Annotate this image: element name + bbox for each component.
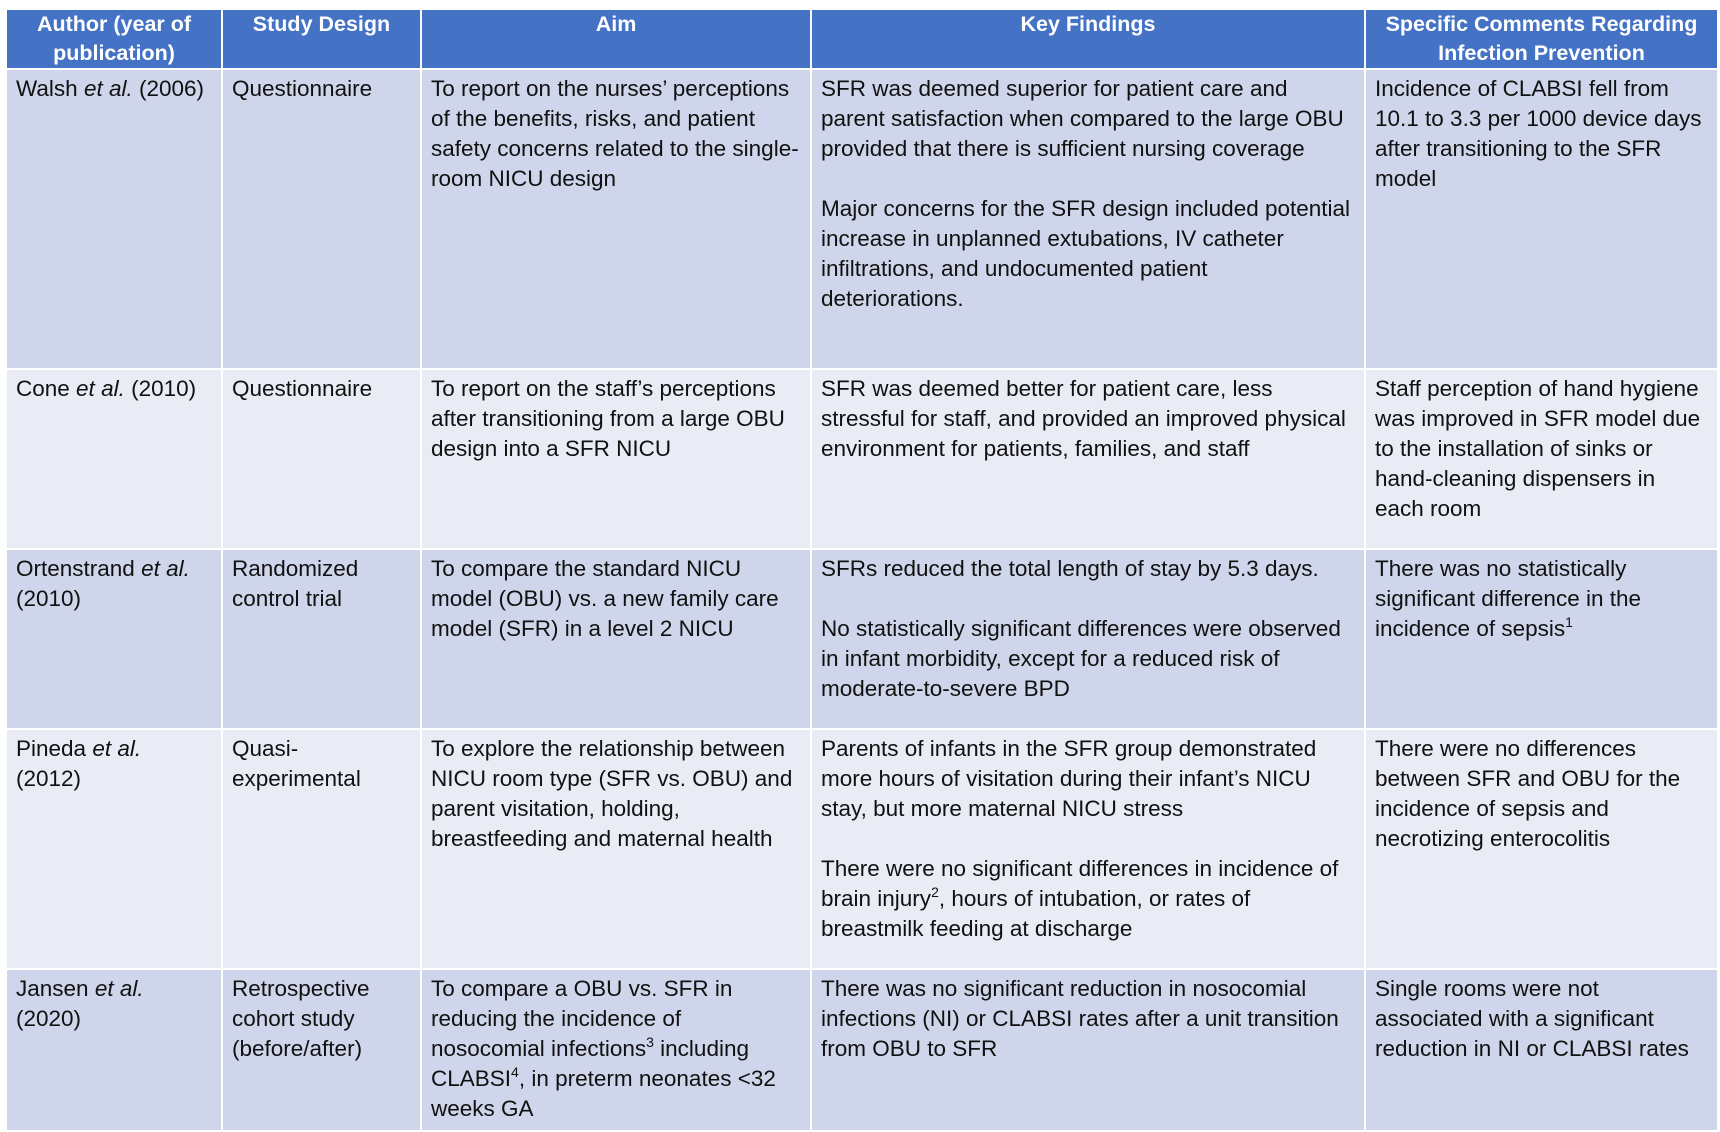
comments-cell: There were no differences between SFR and OBU for the incidence of sepsis and necrotizing enterocolitis xyxy=(1365,729,1718,969)
findings-cell xyxy=(811,549,1365,729)
footnote-marker: 4 xyxy=(511,1064,519,1080)
header-row xyxy=(6,9,1718,69)
findings-cell: SFR was deemed better for patient care, less stressful for staff, and provided an improved physical environment for patients, families, and staff xyxy=(811,369,1365,549)
findings-cell xyxy=(811,69,1365,369)
aim-cell: To explore the relationship between NICU room type (SFR vs. OBU) and parent visitation, holding, breastfeeding and maternal health xyxy=(421,729,811,969)
finding-paragraph: SFRs reduced the total length of stay by 5.3 days. xyxy=(821,556,1319,581)
finding-paragraph: There were no significant differences in incidence of brain injury$^2$, hours of intubation, or rates of breastmilk feeding at discharge xyxy=(821,856,1339,941)
footnote-marker: 3 xyxy=(646,1034,654,1050)
finding-paragraph: Major concerns for the SFR design included potential increase in unplanned extubations, IV catheter infiltrations, and undocumented patient deteriorations. xyxy=(821,196,1351,311)
aim-cell: To compare a OBU vs. SFR in reducing the incidence of nosocomial infections$^3$ including CLABSI$^4$, in preterm neonates <32 weeks GA xyxy=(421,969,811,1131)
header-key-findings: Key Findings xyxy=(811,9,1365,69)
comments-cell: Incidence of CLABSI fell from 10.1 to 3.3 per 1000 device days after transitioning to the SFR model xyxy=(1365,69,1718,369)
header-infection-comments: Specific Comments Regarding Infection Prevention xyxy=(1365,9,1718,69)
header-aim: Aim xyxy=(421,9,811,69)
literature-table xyxy=(5,8,1719,1132)
comments-cell: Staff perception of hand hygiene was improved in SFR model due to the installation of sinks or hand-cleaning dispensers in each room xyxy=(1365,369,1718,549)
comments-cell: Single rooms were not associated with a significant reduction in NI or CLABSI rates xyxy=(1365,969,1718,1131)
table-row xyxy=(6,969,1718,1131)
header-study-design: Study Design xyxy=(222,9,421,69)
table-row xyxy=(6,729,1718,969)
design-cell: Questionnaire xyxy=(222,369,421,549)
design-cell: Questionnaire xyxy=(222,69,421,369)
finding-paragraph: Parents of infants in the SFR group demonstrated more hours of visitation during their infant’s NICU stay, but more maternal NICU stress xyxy=(821,736,1317,821)
design-cell: Retrospective cohort study (before/after) xyxy=(222,969,421,1131)
aim-cell: To report on the staff’s perceptions after transitioning from a large OBU design into a SFR NICU xyxy=(421,369,811,549)
finding-paragraph: SFR was deemed superior for patient care and parent satisfaction when compared to the large OBU provided that there is sufficient nursing coverage xyxy=(821,76,1344,161)
comments-cell: There was no statistically significant difference in the incidence of sepsis$^1$ xyxy=(1365,549,1718,729)
table-row xyxy=(6,549,1718,729)
author-cell: Walsh et al. (2006) xyxy=(6,69,222,369)
header-author: Author (year of publication) xyxy=(6,9,222,69)
footnote-marker: 2 xyxy=(931,884,939,900)
author-cell: Jansen et al. (2020) xyxy=(6,969,222,1131)
author-cell: Ortenstrand et al. (2010) xyxy=(6,549,222,729)
author-cell: Pineda et al. (2012) xyxy=(6,729,222,969)
aim-cell: To compare the standard NICU model (OBU) vs. a new family care model (SFR) in a level 2 NICU xyxy=(421,549,811,729)
finding-paragraph: No statistically significant differences were observed in infant morbidity, except for a reduced risk of moderate-to-severe BPD xyxy=(821,616,1341,701)
table-row xyxy=(6,69,1718,369)
footnote-marker: 1 xyxy=(1565,614,1573,630)
aim-cell: To report on the nurses’ perceptions of the benefits, risks, and patient safety concerns related to the single-room NICU design xyxy=(421,69,811,369)
design-cell: Quasi-experimental xyxy=(222,729,421,969)
findings-cell xyxy=(811,729,1365,969)
design-cell: Randomized control trial xyxy=(222,549,421,729)
author-cell: Cone et al. (2010) xyxy=(6,369,222,549)
findings-cell: There was no significant reduction in nosocomial infections (NI) or CLABSI rates after a unit transition from OBU to SFR xyxy=(811,969,1365,1131)
table-row xyxy=(6,369,1718,549)
